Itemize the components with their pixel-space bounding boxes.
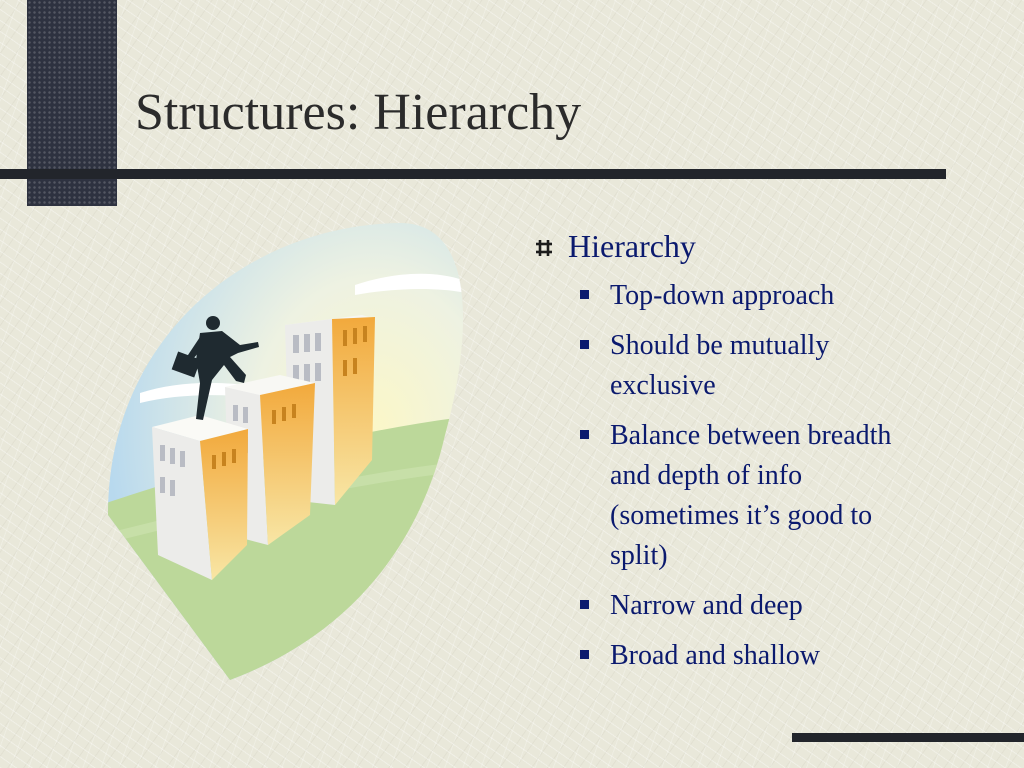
title-underline-rule: [0, 169, 946, 179]
bullet-list: [534, 226, 934, 686]
list-item: [580, 276, 934, 316]
list-item-text: Should be mutually exclusive: [610, 330, 830, 401]
list-item-text: Balance between breadth and depth of info (sometimes it’s good to split): [610, 420, 892, 571]
square-bullet-icon: [580, 430, 589, 439]
sub-bullet-list: [534, 276, 934, 676]
square-bullet-icon: [580, 600, 589, 609]
hash-bullet-icon: [534, 238, 554, 258]
footer-rule: [792, 733, 1024, 742]
level1-label: Hierarchy: [568, 228, 696, 264]
list-item-text: Narrow and deep: [610, 590, 803, 621]
list-item: [580, 586, 934, 626]
slide-title: Structures: Hierarchy: [135, 84, 582, 141]
list-item-text: Top-down approach: [610, 280, 835, 311]
square-bullet-icon: [580, 340, 589, 349]
list-item: [580, 416, 934, 576]
square-bullet-icon: [580, 290, 589, 299]
square-bullet-icon: [580, 650, 589, 659]
list-item: [580, 636, 934, 676]
list-item-text: Broad and shallow: [610, 640, 820, 671]
list-item: [580, 326, 934, 406]
businessman-climbing-buildings-illustration: [100, 215, 480, 685]
level1-item-hierarchy: [534, 226, 934, 266]
